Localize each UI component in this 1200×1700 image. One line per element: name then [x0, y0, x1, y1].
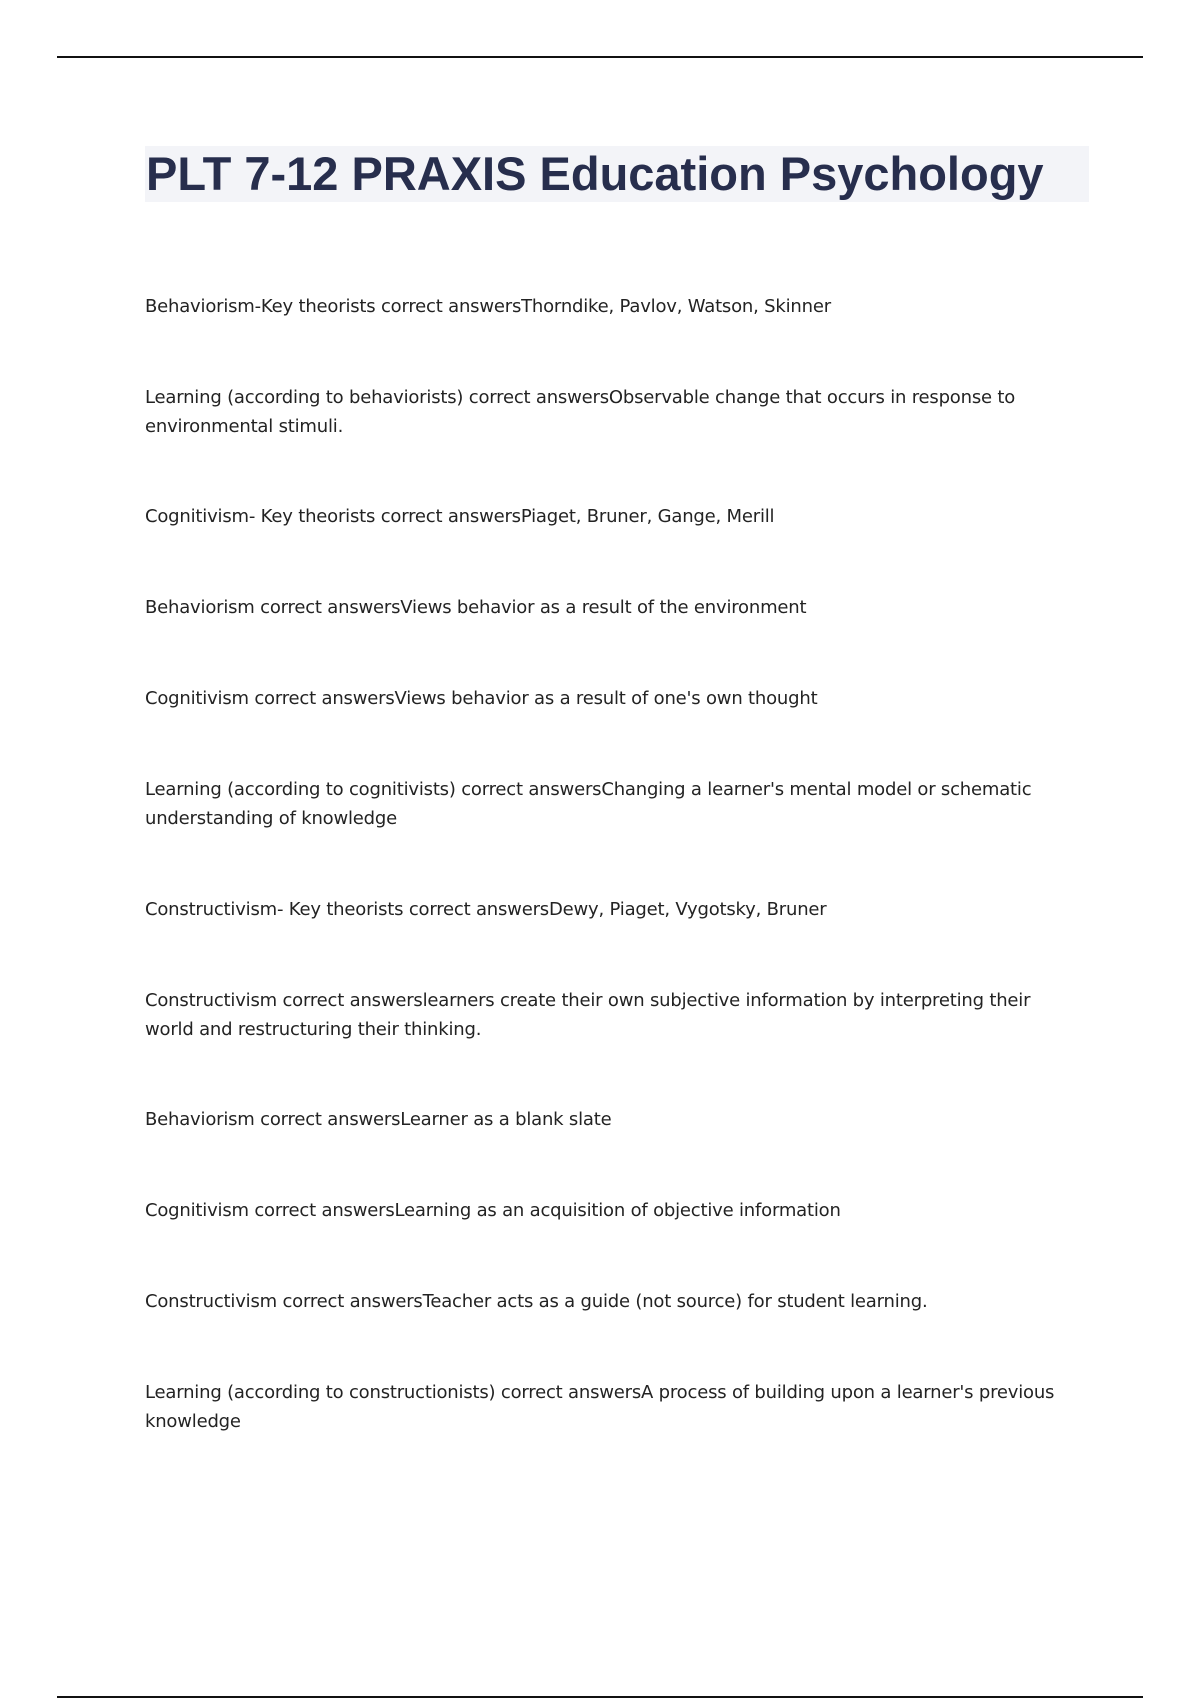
flashcard-entry: Learning (according to constructionists) correct answersA process of building upon a learner's previous knowledge	[145, 1382, 1055, 1432]
document-title: PLT 7-12 PRAXIS Education Psychology	[146, 147, 1044, 200]
flashcard-entry: Learning (according to behaviorists) correct answersObservable change that occurs in response to environmental stimuli.	[145, 387, 1016, 437]
flashcard-entry: Constructivism correct answersTeacher acts as a guide (not source) for student learning.	[145, 1291, 928, 1312]
flashcard-entry: Learning (according to cognitivists) correct answersChanging a learner's mental model or schematic understanding of knowledge	[145, 779, 1032, 829]
flashcard-entry: Cognitivism correct answersViews behavior as a result of one's own thought	[145, 688, 818, 709]
flashcard-entry: Constructivism- Key theorists correct answersDewy, Piaget, Vygotsky, Bruner	[145, 899, 827, 920]
flashcard-entry: Behaviorism correct answersViews behavior as a result of the environment	[145, 597, 807, 618]
footer-rule	[57, 1696, 1143, 1698]
flashcard-entry: Behaviorism-Key theorists correct answersThorndike, Pavlov, Watson, Skinner	[145, 296, 831, 317]
flashcard-entry: Constructivism correct answerslearners create their own subjective information by interpreting their world and restructuring their thinking.	[145, 990, 1031, 1040]
flashcard-entry: Behaviorism correct answersLearner as a blank slate	[145, 1109, 612, 1130]
header-rule	[57, 56, 1143, 58]
flashcard-entry: Cognitivism- Key theorists correct answersPiaget, Bruner, Gange, Merill	[145, 506, 775, 527]
flashcard-entry: Cognitivism correct answersLearning as an acquisition of objective information	[145, 1200, 841, 1221]
